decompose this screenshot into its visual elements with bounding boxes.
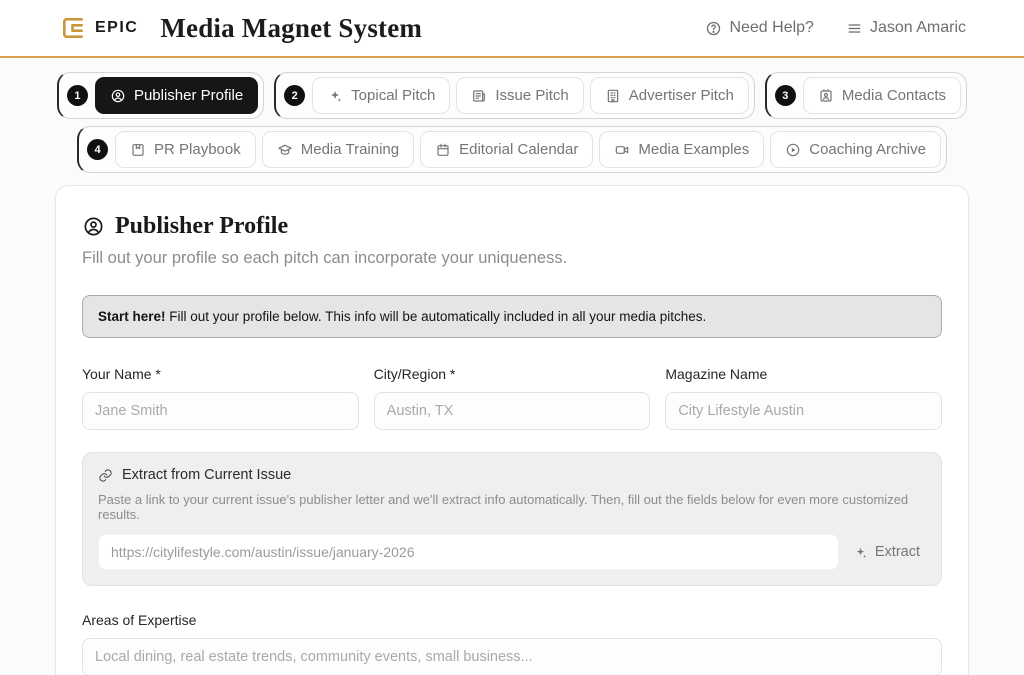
areas-of-expertise-field xyxy=(82,612,942,675)
play-circle-icon xyxy=(785,142,801,158)
extract-input-row xyxy=(98,534,926,570)
your-name-label: Your Name * xyxy=(82,366,161,382)
callout-text: Fill out your profile below. This info will be automatically included in all your media pitches. xyxy=(165,309,707,324)
tab-label: Media Training xyxy=(300,141,400,158)
calendar-icon xyxy=(435,142,451,158)
tab-label: Publisher Profile xyxy=(133,87,244,104)
extract-panel xyxy=(82,452,942,586)
areas-of-expertise-input[interactable] xyxy=(82,638,942,675)
your-name-field xyxy=(82,366,359,430)
newspaper-icon xyxy=(471,88,487,104)
app-header xyxy=(0,0,1024,58)
profile-form xyxy=(82,366,942,430)
need-help-button[interactable] xyxy=(705,19,814,37)
person-circle-icon xyxy=(82,215,105,238)
section-heading xyxy=(82,213,942,240)
tab-media-examples[interactable] xyxy=(599,131,764,168)
tab-row xyxy=(57,72,967,119)
header-actions xyxy=(705,19,966,37)
book-icon xyxy=(130,142,146,158)
tab-media-contacts[interactable] xyxy=(803,77,961,114)
tab-publisher-profile[interactable] xyxy=(95,77,258,114)
areas-of-expertise-label: Areas of Expertise xyxy=(82,612,197,628)
tab-label: Editorial Calendar xyxy=(459,141,579,158)
epic-logo-icon xyxy=(60,15,86,41)
user-menu-button[interactable] xyxy=(846,19,966,37)
callout-bold-text: Start here! xyxy=(98,309,166,324)
help-circle-icon xyxy=(705,20,722,37)
tab-coaching-archive[interactable] xyxy=(770,131,941,168)
brand-name: EPIC xyxy=(95,19,139,36)
step-badge-1: 1 xyxy=(67,85,88,106)
tab-group-3 xyxy=(765,72,967,119)
tab-topical-pitch[interactable] xyxy=(312,77,450,114)
start-here-callout xyxy=(82,295,942,338)
section-title: Publisher Profile xyxy=(115,213,289,239)
extract-button[interactable] xyxy=(847,544,926,560)
tab-row xyxy=(77,126,947,173)
your-name-input[interactable] xyxy=(82,392,359,430)
brand xyxy=(60,15,138,41)
tab-label: PR Playbook xyxy=(154,141,241,158)
tab-group-1 xyxy=(57,72,264,119)
extract-panel-title-row xyxy=(98,467,926,483)
step-badge-2: 2 xyxy=(284,85,305,106)
extract-panel-title: Extract from Current Issue xyxy=(122,467,292,483)
video-camera-icon xyxy=(614,142,630,158)
graduation-cap-icon xyxy=(277,142,293,158)
publisher-profile-card xyxy=(55,185,969,675)
extract-button-label: Extract xyxy=(874,544,920,560)
person-circle-icon xyxy=(110,88,126,104)
tab-media-training[interactable] xyxy=(262,131,414,168)
building-icon xyxy=(605,88,621,104)
tab-label: Topical Pitch xyxy=(351,87,436,104)
tab-issue-pitch[interactable] xyxy=(456,77,583,114)
tab-navigation xyxy=(0,72,1024,173)
tab-label: Issue Pitch xyxy=(495,87,569,104)
sparkles-icon xyxy=(327,88,343,104)
user-name: Jason Amaric xyxy=(869,19,966,36)
tab-advertiser-pitch[interactable] xyxy=(590,77,749,114)
step-badge-3: 3 xyxy=(775,85,796,106)
step-badge-4: 4 xyxy=(87,139,108,160)
magazine-name-input[interactable] xyxy=(665,392,942,430)
tab-label: Media Contacts xyxy=(841,87,947,104)
link-icon xyxy=(98,468,113,483)
city-region-input[interactable] xyxy=(374,392,651,430)
city-region-label: City/Region * xyxy=(373,366,456,382)
magazine-name-label: Magazine Name xyxy=(665,366,768,382)
extract-panel-description: Paste a link to your current issue's publisher letter and we'll extract info automatically. Then, fill out the fields below for even more customized results. xyxy=(98,492,909,522)
section-subtitle: Fill out your profile so each pitch can incorporate your uniqueness. xyxy=(82,249,568,267)
tab-editorial-calendar[interactable] xyxy=(420,131,593,168)
sparkles-icon xyxy=(853,545,868,560)
app-title: Media Magnet System xyxy=(160,12,423,43)
tab-pr-playbook[interactable] xyxy=(115,131,256,168)
tab-label: Coaching Archive xyxy=(809,141,926,158)
help-label: Need Help? xyxy=(729,19,814,36)
magazine-name-field xyxy=(665,366,942,430)
tab-group-4 xyxy=(77,126,947,173)
tab-group-2 xyxy=(274,72,755,119)
city-region-field xyxy=(374,366,651,430)
menu-icon xyxy=(846,20,863,37)
issue-url-input[interactable] xyxy=(98,534,839,570)
tab-label: Media Examples xyxy=(638,141,750,158)
contact-card-icon xyxy=(818,88,834,104)
tab-label: Advertiser Pitch xyxy=(628,87,734,104)
